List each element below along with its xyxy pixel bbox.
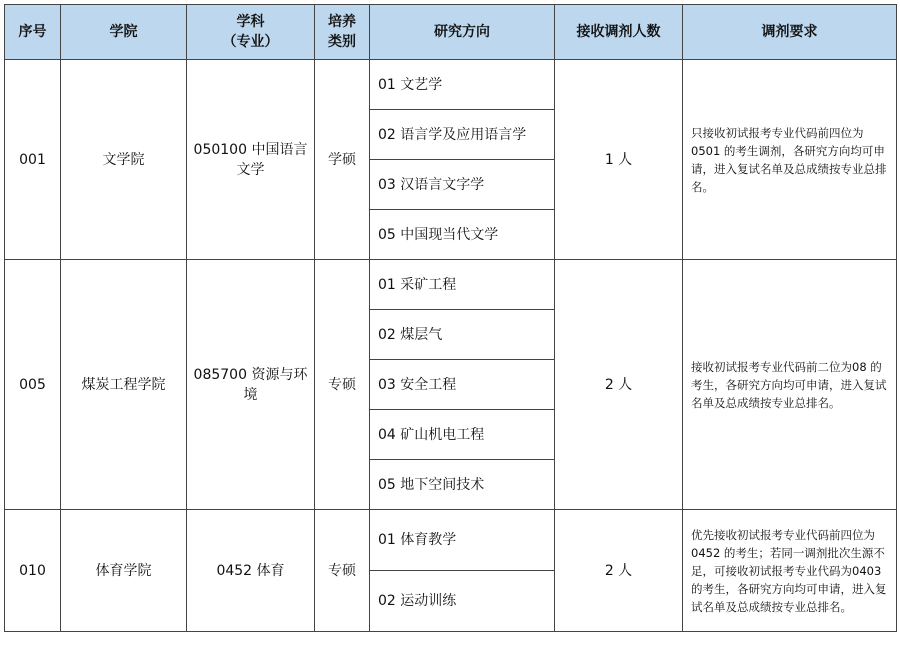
header-type-line1: 培养 <box>328 14 356 30</box>
table-row <box>5 60 897 110</box>
cell-college: 煤炭工程学院 <box>61 260 187 510</box>
header-seq: 序号 <box>5 5 61 60</box>
cell-type: 专硕 <box>315 260 370 510</box>
table-row <box>5 260 897 310</box>
header-college: 学院 <box>61 5 187 60</box>
header-direction: 研究方向 <box>370 5 555 60</box>
cell-subject: 085700 资源与环境 <box>187 260 315 510</box>
table-row <box>5 510 897 571</box>
header-type-line2: 类别 <box>328 34 356 50</box>
header-row <box>5 5 897 60</box>
cell-subject: 0452 体育 <box>187 510 315 632</box>
cell-direction: 01 文艺学 <box>370 60 555 110</box>
cell-college: 文学院 <box>61 60 187 260</box>
header-requirement: 调剂要求 <box>683 5 897 60</box>
cell-requirement: 接收初试报考专业代码前二位为08 的考生，各研究方向均可申请，进入复试名单及总成绩按专业总排名。 <box>683 260 897 510</box>
cell-quota: 2 人 <box>555 510 683 632</box>
cell-seq: 001 <box>5 60 61 260</box>
cell-direction: 03 汉语言文字学 <box>370 160 555 210</box>
cell-type: 学硕 <box>315 60 370 260</box>
cell-type: 专硕 <box>315 510 370 632</box>
cell-direction: 01 采矿工程 <box>370 260 555 310</box>
cell-college: 体育学院 <box>61 510 187 632</box>
header-type <box>315 5 370 60</box>
header-quota: 接收调剂人数 <box>555 5 683 60</box>
header-subject-line1: 学科 <box>236 14 265 30</box>
cell-requirement: 只接收初试报考专业代码前四位为0501 的考生调剂，各研究方向均可申请，进入复试名单及总成绩按专业总排名。 <box>683 60 897 260</box>
cell-seq: 010 <box>5 510 61 632</box>
cell-seq: 005 <box>5 260 61 510</box>
cell-subject: 050100 中国语言文学 <box>187 60 315 260</box>
cell-direction: 02 运动训练 <box>370 571 555 632</box>
header-subject <box>187 5 315 60</box>
cell-direction: 04 矿山机电工程 <box>370 410 555 460</box>
adjustment-table <box>4 4 897 632</box>
header-subject-line2: （专业） <box>222 34 279 50</box>
cell-requirement: 优先接收初试报考专业代码前四位为0452 的考生；若同一调剂批次生源不足，可接收初试报考专业代码为0403 的考生，各研究方向均可申请，进入复试名单及总成绩按专业总排名。 <box>683 510 897 632</box>
cell-direction: 02 煤层气 <box>370 310 555 360</box>
cell-quota: 1 人 <box>555 60 683 260</box>
cell-direction: 03 安全工程 <box>370 360 555 410</box>
cell-direction: 05 地下空间技术 <box>370 460 555 510</box>
cell-direction: 05 中国现当代文学 <box>370 210 555 260</box>
cell-quota: 2 人 <box>555 260 683 510</box>
cell-direction: 01 体育教学 <box>370 510 555 571</box>
cell-direction: 02 语言学及应用语言学 <box>370 110 555 160</box>
